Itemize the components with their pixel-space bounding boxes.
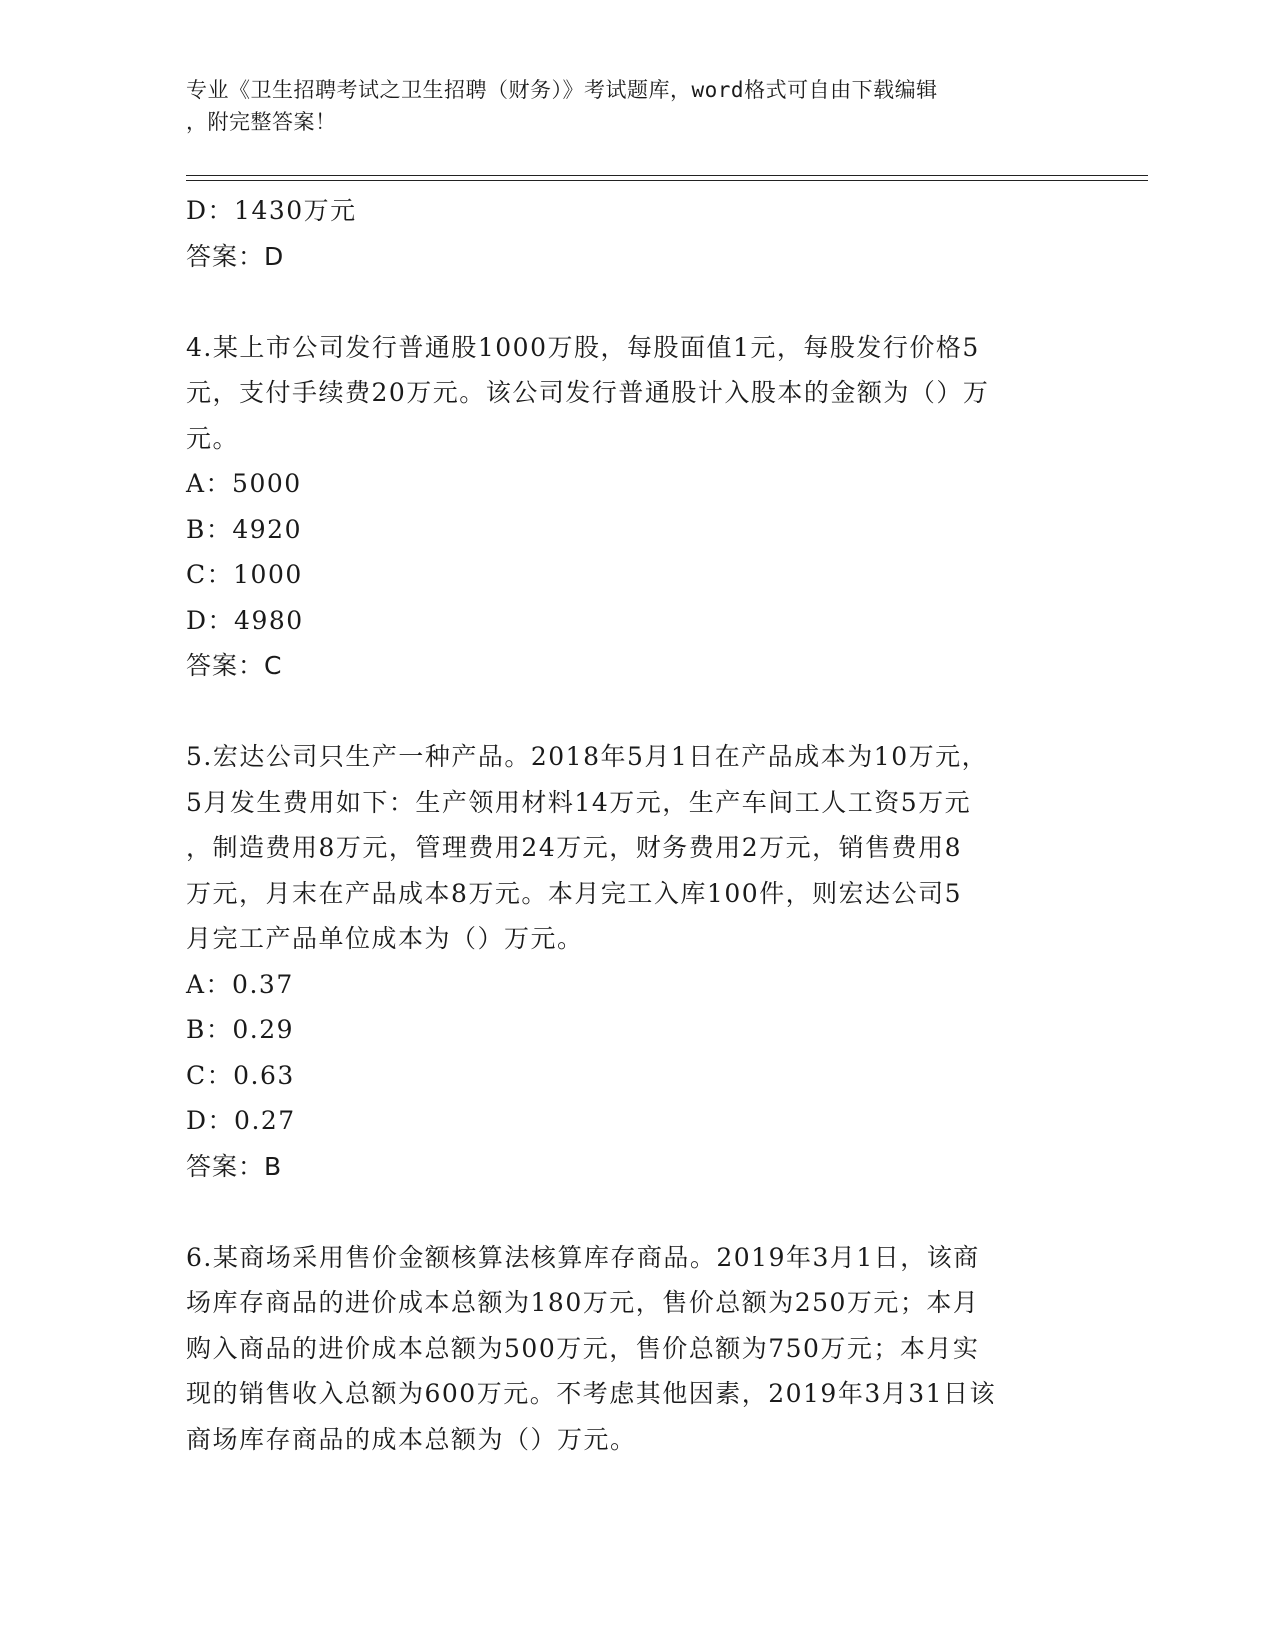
question-4-option-c: C：1000 bbox=[186, 560, 303, 589]
question-4-option-a: A：5000 bbox=[186, 469, 302, 498]
question-4-text-line-2: 元，支付手续费20万元。该公司发行普通股计入股本的金额为（）万 bbox=[186, 378, 990, 407]
header-divider-top bbox=[186, 175, 1148, 176]
spacer bbox=[186, 279, 1086, 325]
question-5-option-c: C：0.63 bbox=[186, 1060, 295, 1090]
question-5-option-d: D：0.27 bbox=[186, 1106, 296, 1135]
question-4-text-line-1: 4.某上市公司发行普通股1000万股，每股面值1元，每股发行价格5 bbox=[186, 332, 980, 362]
page-header bbox=[186, 74, 1066, 138]
header-line-1: 专业《卫生招聘考试之卫生招聘（财务）》考试题库，word格式可自由下载编辑 bbox=[186, 78, 938, 102]
question-6 bbox=[186, 1235, 1086, 1463]
question-5-answer: 答案：B bbox=[186, 1151, 283, 1181]
question-5-text-line-2: 5月发生费用如下：生产领用材料14万元，生产车间工人工资5万元 bbox=[186, 787, 972, 817]
prev-option-d: D：1430万元 bbox=[186, 196, 357, 225]
header-divider-bottom bbox=[186, 180, 1148, 181]
question-4-option-b: B：4920 bbox=[186, 514, 302, 544]
question-6-text-line-1: 6.某商场采用售价金额核算法核算库存商品。2019年3月1日，该商 bbox=[186, 1242, 980, 1272]
question-5-text-line-5: 月完工产品单位成本为（）万元。 bbox=[186, 924, 584, 953]
spacer bbox=[186, 689, 1086, 735]
question-5-text-line-3: ，制造费用8万元，管理费用24万元，财务费用2万元，销售费用8 bbox=[186, 833, 963, 862]
question-6-text-line-3: 购入商品的进价成本总额为500万元，售价总额为750万元；本月实 bbox=[186, 1333, 980, 1363]
spacer bbox=[186, 1189, 1086, 1235]
question-4-option-d: D：4980 bbox=[186, 605, 304, 635]
question-5-option-b: B：0.29 bbox=[186, 1015, 295, 1044]
question-5-text-line-4: 万元，月末在产品成本8万元。本月完工入库100件，则宏达公司5 bbox=[186, 878, 963, 908]
question-4-text-line-3: 元。 bbox=[186, 423, 240, 453]
question-5-option-a: A：0.37 bbox=[186, 969, 294, 999]
question-5 bbox=[186, 734, 1086, 1189]
question-6-text-line-5: 商场库存商品的成本总额为（）万元。 bbox=[186, 1424, 637, 1454]
header-line-2: ，附完整答案！ bbox=[186, 110, 337, 134]
question-6-text-line-4: 现的销售收入总额为600万元。不考虑其他因素，2019年3月31日该 bbox=[186, 1379, 997, 1408]
question-content bbox=[186, 188, 1086, 1462]
question-5-text-line-1: 5.宏达公司只生产一种产品。2018年5月1日在产品成本为10万元， bbox=[186, 742, 989, 771]
question-6-text-line-2: 场库存商品的进价成本总额为180万元，售价总额为250万元；本月 bbox=[186, 1288, 980, 1317]
question-4 bbox=[186, 325, 1086, 689]
prev-answer: 答案：D bbox=[186, 241, 285, 271]
question-4-answer: 答案：C bbox=[186, 651, 283, 680]
